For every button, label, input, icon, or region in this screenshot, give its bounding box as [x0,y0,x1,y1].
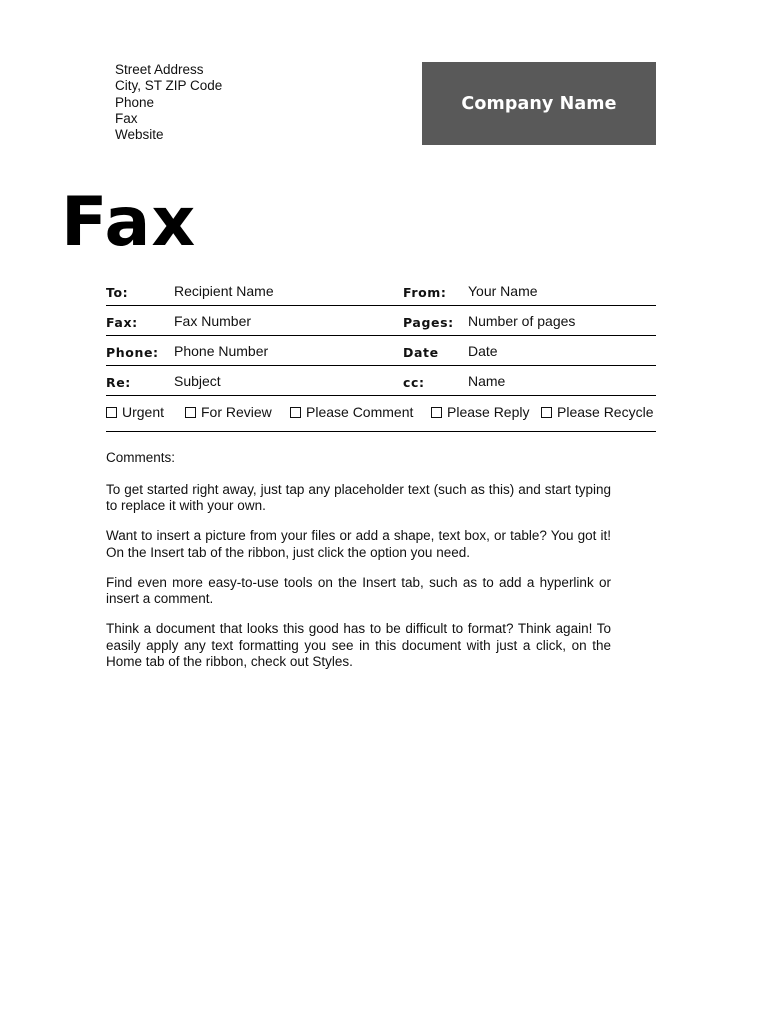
cc-name-field[interactable]: Name [468,373,506,389]
sender-name-field[interactable]: Your Name [468,283,538,299]
re-label: Re: [106,375,131,390]
sender-phone[interactable]: Phone [115,94,155,110]
checkbox-icon [290,407,301,418]
comment-paragraph[interactable]: Think a document that looks this good has to be difficult to format? Think again! To easily apply any text formatting you see in this document with just a click, on the Home tab of the ribbon, check out Styles. [106,621,611,669]
pages-label: Pages: [403,315,454,330]
checkbox-icon [431,407,442,418]
comment-paragraph[interactable]: Find even more easy-to-use tools on the Insert tab, such as to add a hyperlink or insert a comment. [106,574,611,606]
recipient-name-field[interactable]: Recipient Name [174,283,274,299]
from-label: From: [403,285,447,300]
checkbox-icon [185,407,196,418]
comments-heading: Comments: [106,450,176,465]
cc-label: cc: [403,375,425,390]
fax-row-phone-date [106,336,656,366]
phone-number-field[interactable]: Phone Number [174,343,269,359]
for-review-checkbox[interactable] [185,404,272,420]
date-field[interactable]: Date [468,343,498,359]
urgent-checkbox[interactable] [106,404,164,420]
checkbox-label: Urgent [122,404,165,420]
please-reply-checkbox[interactable] [431,404,530,420]
checkbox-icon [541,407,552,418]
to-label: To: [106,285,129,300]
document-title: Fax [61,183,197,262]
company-name[interactable]: Company Name [461,93,617,114]
fax-row-to-from [106,276,656,306]
sender-city[interactable]: City, ST ZIP Code [115,78,223,94]
comments-section [106,450,611,684]
company-name-box [422,62,656,145]
subject-field[interactable]: Subject [174,373,221,389]
checkbox-label: Please Recycle [557,404,654,420]
sender-address-block [115,62,222,143]
sender-street[interactable]: Street Address [115,62,204,77]
checkbox-label: For Review [201,404,272,420]
comment-paragraph[interactable]: To get started right away, just tap any placeholder text (such as this) and start typing to replace it with your own. [106,481,611,513]
sender-website[interactable]: Website [115,127,164,143]
sender-fax[interactable]: Fax [115,110,138,126]
fax-row-re-cc [106,366,656,396]
fax-details-table [106,276,656,432]
comment-paragraph[interactable]: Want to insert a picture from your files or add a shape, text box, or table? You got it! On the Insert tab of the ribbon, just click the option you need. [106,528,611,560]
pages-field[interactable]: Number of pages [468,313,576,329]
checkbox-label: Please Comment [306,404,414,420]
fax-row-fax-pages [106,306,656,336]
phone-label: Phone: [106,345,159,360]
checkbox-row [106,396,656,432]
fax-number-field[interactable]: Fax Number [174,313,252,329]
date-label: Date [403,345,439,360]
checkbox-label: Please Reply [447,404,530,420]
please-comment-checkbox[interactable] [290,404,413,420]
please-recycle-checkbox[interactable] [541,404,654,420]
checkbox-icon [106,407,117,418]
fax-label: Fax: [106,315,138,330]
